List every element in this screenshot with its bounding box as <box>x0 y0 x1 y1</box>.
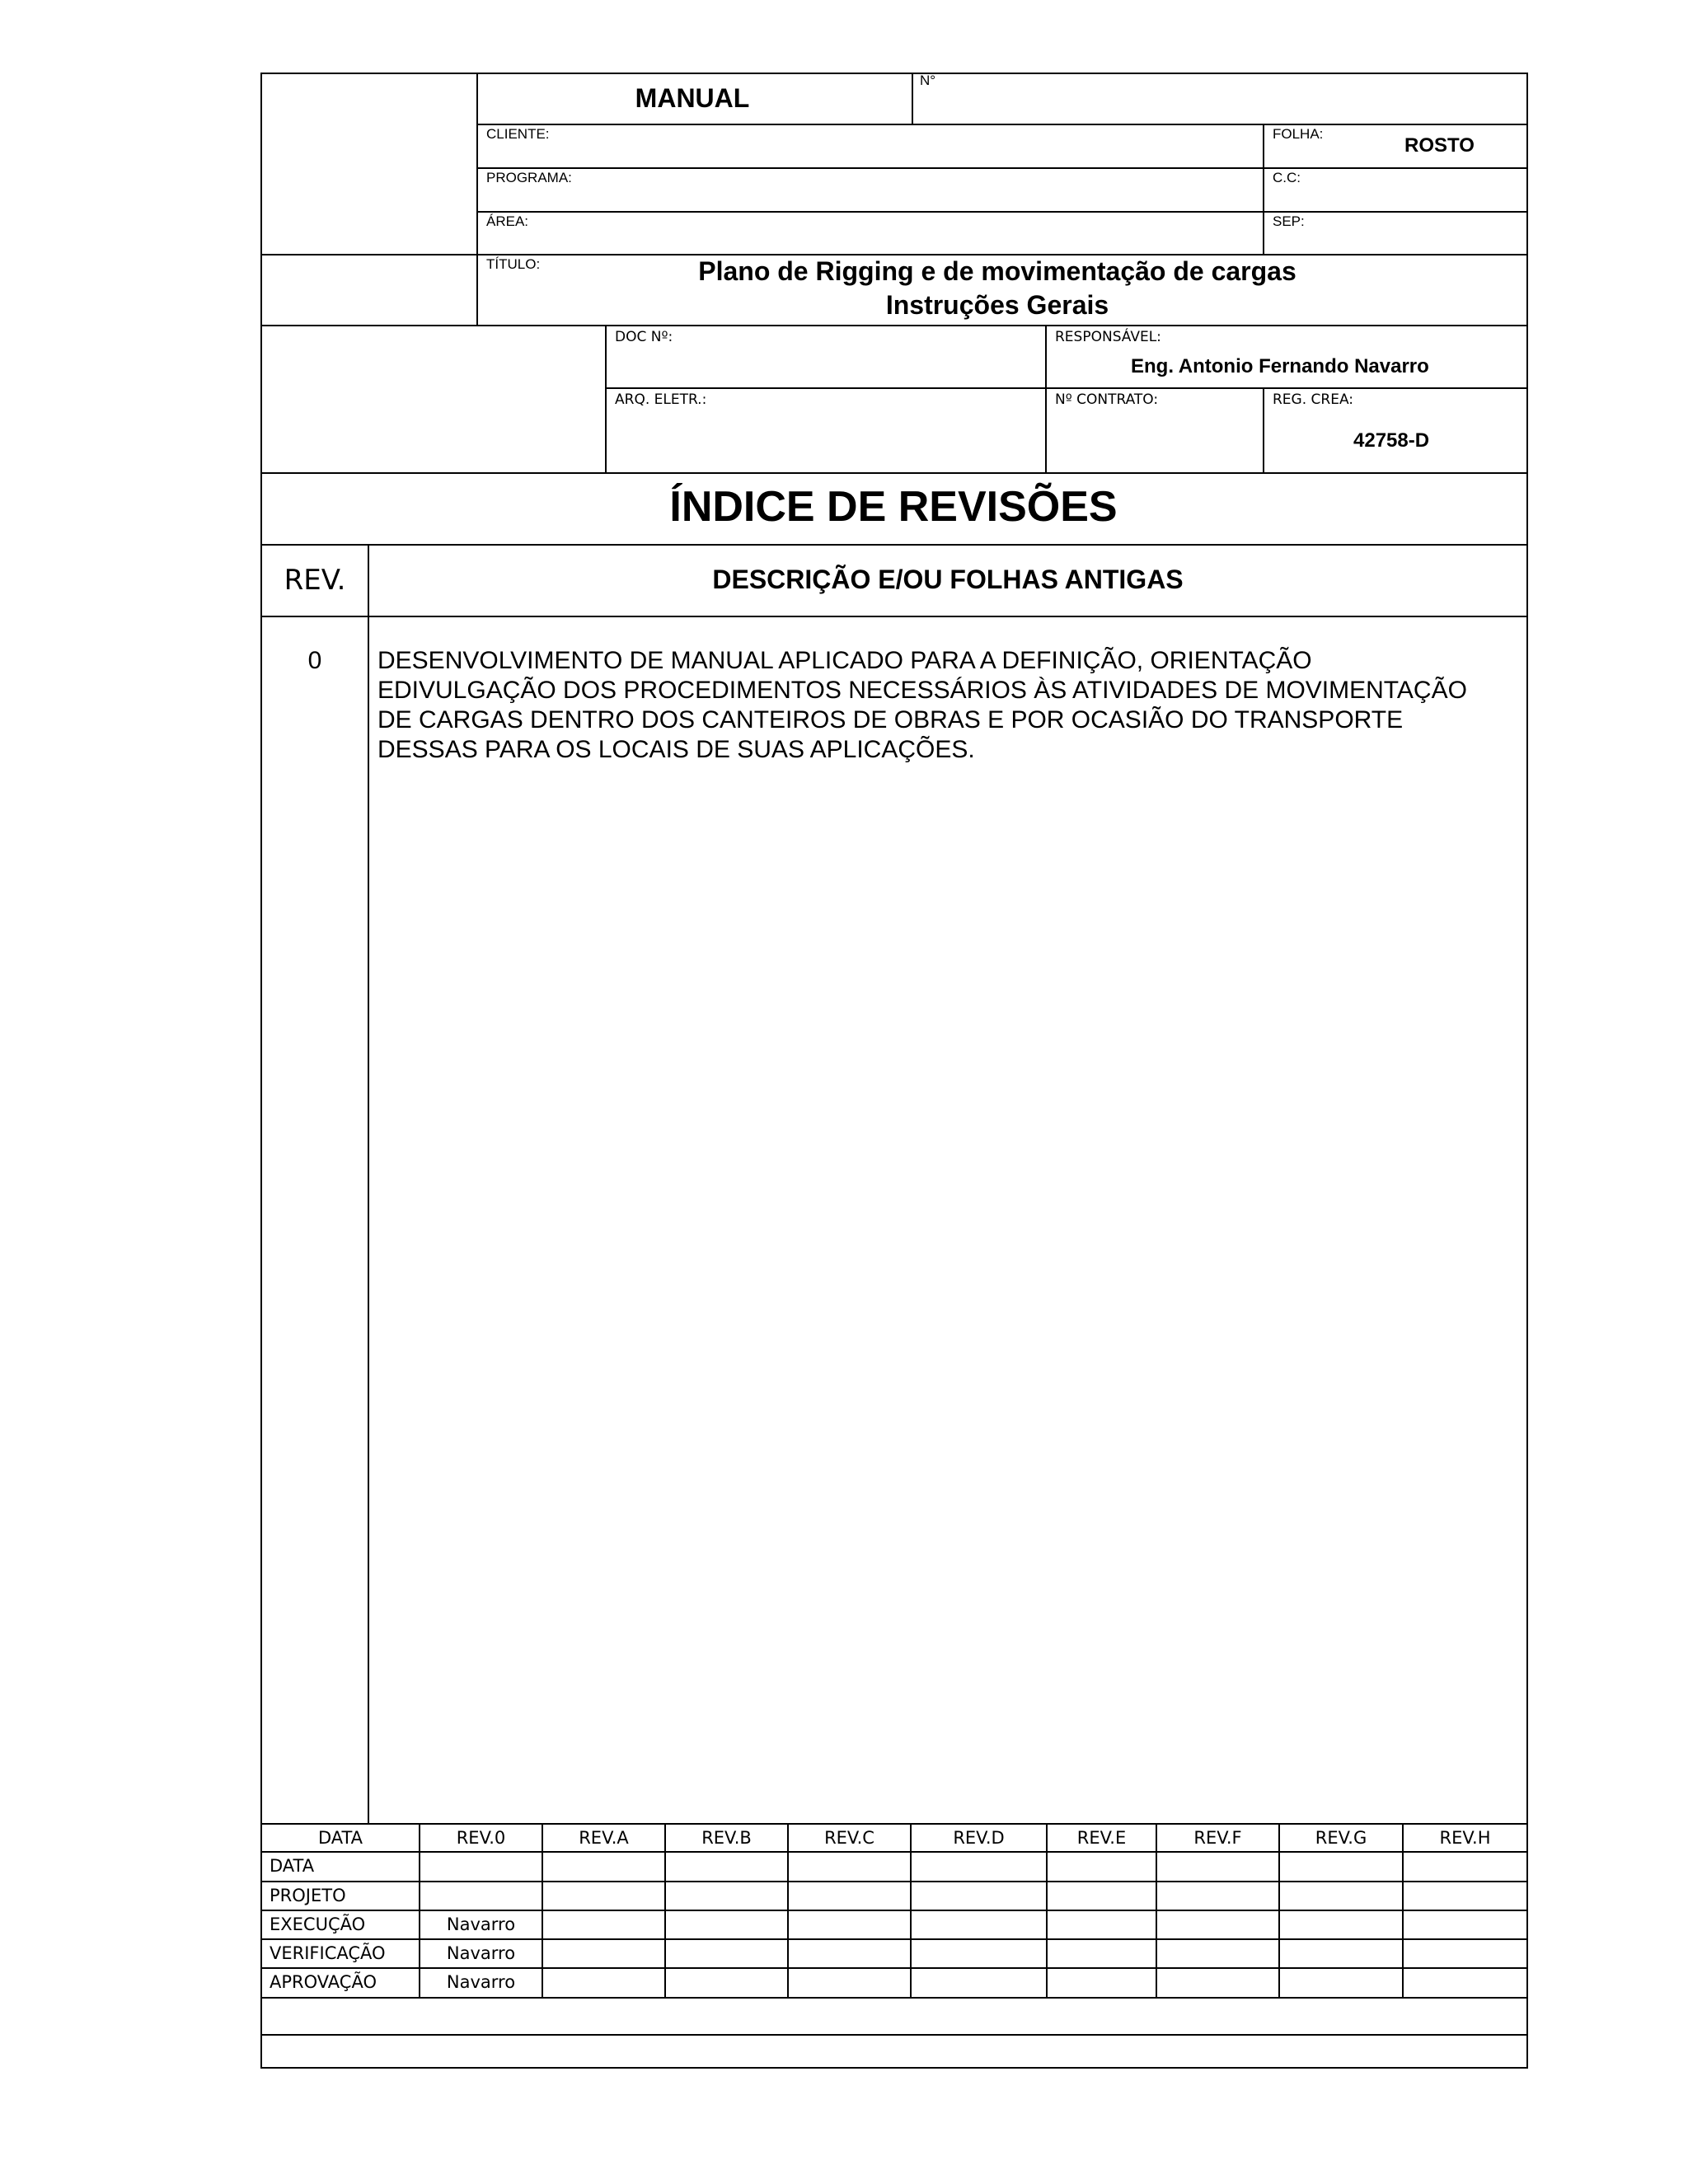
revision-description-line: DE CARGAS DENTRO DOS CANTEIROS DE OBRAS E POR OCASIÃO DO TRANSPORTE <box>377 706 1404 733</box>
revisions-column-divider <box>368 544 369 1824</box>
manual-title: MANUAL <box>635 83 750 113</box>
description-column-header: DESCRIÇÃO E/OU FOLHAS ANTIGAS <box>712 565 1184 594</box>
frame-bottom <box>260 2067 1528 2069</box>
revision-description-line: DESENVOLVIMENTO DE MANUAL APLICADO PARA A DEFINIÇÃO, ORIENTAÇÃO <box>377 647 1312 674</box>
grid-line <box>260 1997 1526 1999</box>
folha-divider <box>1263 124 1264 254</box>
grid-row-label-projeto: PROJETO <box>270 1886 346 1905</box>
revisions-header-line <box>260 616 1526 617</box>
reg-crea-value: 42758-D <box>1353 429 1430 452</box>
revision-description-line: DESSAS PARA OS LOCAIS DE SUAS APLICAÇÕES. <box>377 736 975 763</box>
doc-info-mid-line <box>605 387 1526 389</box>
doc-info-divider-2 <box>1045 325 1047 472</box>
folha-value: ROSTO <box>1404 134 1475 157</box>
titulo-line-2: Instruções Gerais <box>885 290 1109 320</box>
reg-crea-label: REG. CREA: <box>1273 391 1354 408</box>
grid-header-revf: REV.F <box>1193 1828 1242 1848</box>
grid-header-revc: REV.C <box>824 1828 874 1848</box>
doc-info-divider-1 <box>605 325 607 472</box>
revision-description <box>377 646 1523 765</box>
header-line-5 <box>260 325 1526 326</box>
grid-row-label-execucao: EXECUÇÃO <box>270 1915 366 1934</box>
header-line-1 <box>476 124 1526 125</box>
grid-header-reva: REV.A <box>579 1828 629 1848</box>
header-line-2 <box>476 167 1526 169</box>
area-label: ÁREA: <box>486 213 529 229</box>
programa-label: PROGRAMA: <box>486 170 572 185</box>
manual-number-divider <box>912 73 913 124</box>
header-line-3 <box>476 211 1526 213</box>
grid-line <box>260 2034 1526 2036</box>
grid-header-revb: REV.B <box>701 1828 752 1848</box>
responsavel-label: RESPONSÁVEL: <box>1055 329 1161 345</box>
grid-header-revg: REV.G <box>1315 1828 1367 1848</box>
grid-row-label-data: DATA <box>270 1856 315 1876</box>
grid-row-label-verificacao: VERIFICAÇÃO <box>270 1943 386 1963</box>
doc-info-bottom-line <box>260 472 1526 474</box>
grid-row-label-aprovacao: APROVAÇÃO <box>270 1972 377 1992</box>
numero-label: N° <box>920 73 936 88</box>
grid-header-revh: REV.H <box>1439 1828 1491 1848</box>
revision-description-line: EDIVULGAÇÃO DOS PROCEDIMENTOS NECESSÁRIOS ÀS ATIVIDADES DE MOVIMENTAÇÃO <box>377 677 1467 704</box>
grid-header-reve: REV.E <box>1076 1828 1127 1848</box>
sep-label: SEP: <box>1273 213 1305 229</box>
grid-header-data: DATA <box>317 1828 363 1848</box>
titulo-line-1: Plano de Rigging e de movimentação de cargas <box>698 256 1296 286</box>
doc-info-divider-3 <box>1263 387 1264 472</box>
frame-left <box>260 73 262 2069</box>
grid-cell-aprovacao-rev0: Navarro <box>446 1972 516 1992</box>
frame-top <box>260 73 1528 74</box>
revision-number: 0 <box>307 647 322 674</box>
header-logo-divider <box>476 73 478 326</box>
cliente-label: CLIENTE: <box>486 126 550 142</box>
contrato-label: Nº CONTRATO: <box>1055 391 1159 408</box>
folha-label: FOLHA: <box>1273 126 1324 142</box>
grid-header-rev0: REV.0 <box>456 1828 506 1848</box>
titulo-label: TÍTULO: <box>486 256 541 272</box>
cc-label: C.C: <box>1273 170 1301 185</box>
grid-cell-execucao-rev0: Navarro <box>446 1915 516 1934</box>
doc-no-label: DOC Nº: <box>615 329 673 345</box>
grid-header-revd: REV.D <box>953 1828 1005 1848</box>
rev-column-header: REV. <box>284 564 346 597</box>
frame-right <box>1526 73 1528 2069</box>
grid-cell-verificacao-rev0: Navarro <box>446 1943 516 1963</box>
arq-eletr-label: ARQ. ELETR.: <box>615 391 707 408</box>
responsavel-value: Eng. Antonio Fernando Navarro <box>1131 355 1429 377</box>
revisions-title: ÍNDICE DE REVISÕES <box>669 483 1118 531</box>
grid-line <box>260 1881 1526 1882</box>
revisions-title-line <box>260 544 1526 546</box>
